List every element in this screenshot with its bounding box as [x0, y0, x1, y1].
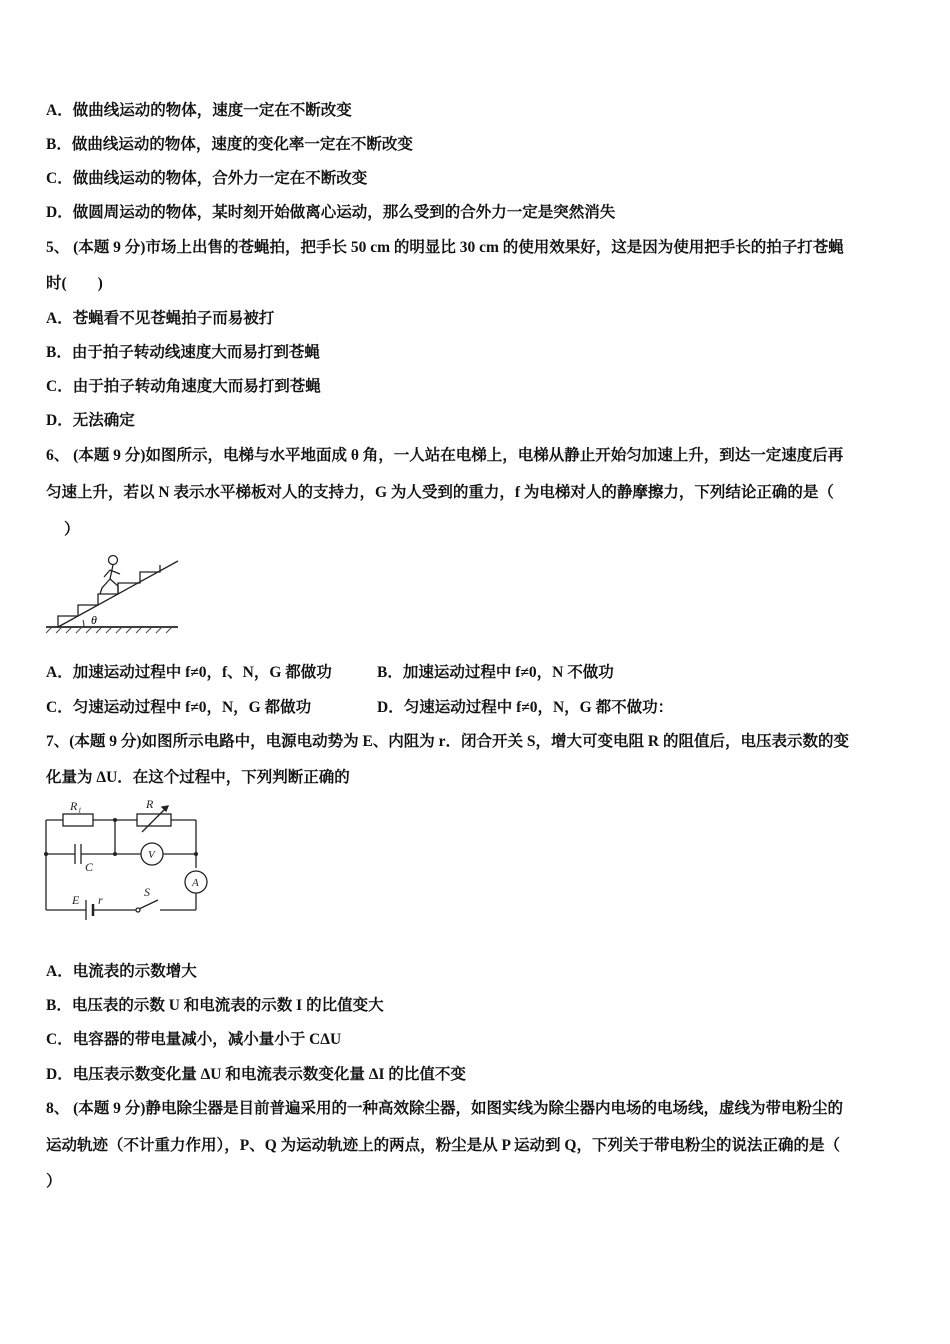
label-r1: R₁ [70, 799, 82, 813]
q7-option-c: C．电容器的带电量减小，减小量小于 CΔU [46, 1031, 342, 1048]
label-c: C [85, 860, 94, 874]
q4-option-d: D．做圆周运动的物体，某时刻开始做离心运动，那么受到的合外力一定是突然消失 [46, 204, 616, 221]
switch-s [139, 900, 158, 909]
q4-option-b: B．做曲线运动的物体，速度的变化率一定在不断改变 [46, 136, 413, 153]
label-r: R [146, 797, 154, 811]
escalator-figure [44, 550, 184, 635]
q5-option-b: B．由于拍子转动线速度大而易打到苍蝇 [46, 344, 320, 361]
q8-stem-line1: 8、 (本题 9 分)静电除尘器是目前普遍采用的一种高效除尘器，如图实线为除尘器内电场的电场线，虚线为带电粉尘的 [46, 1100, 843, 1117]
q7-option-d: D．电压表示数变化量 ΔU 和电流表示数变化量 ΔI 的比值不变 [46, 1066, 466, 1083]
q7-stem-line1: 7、(本题 9 分)如图所示电路中，电源电动势为 E、内阻为 r．闭合开关 S，增大可变电阻 R 的阻值后，电压表示数的变 [46, 733, 849, 750]
q7-option-b: B．电压表的示数 U 和电流表的示数 I 的比值变大 [46, 997, 384, 1014]
q5-option-a: A．苍蝇看不见苍蝇拍子而易被打 [46, 310, 275, 327]
q6-option-b: B．加速运动过程中 f≠0，N 不做功 [377, 664, 614, 681]
q8-stem-line2: 运动轨迹（不计重力作用），P、Q 为运动轨迹上的两点，粉尘是从 P 运动到 Q，下列关于带电粉尘的说法正确的是（ [46, 1137, 840, 1154]
label-e: E [72, 893, 80, 907]
q6-stem-line2: 匀速上升，若以 N 表示水平梯板对人的支持力，G 为人受到的重力，f 为电梯对人的静摩擦力，下列结论正确的是（ [46, 484, 834, 501]
q5-option-c: C．由于拍子转动角速度大而易打到苍蝇 [46, 378, 321, 395]
circuit-figure [40, 796, 212, 932]
q4-option-a: A．做曲线运动的物体，速度一定在不断改变 [46, 102, 352, 119]
angle-theta-label: θ [91, 613, 97, 627]
q7-stem-line2: 化量为 ΔU．在这个过程中，下列判断正确的 [46, 769, 350, 786]
q6-option-c: C．匀速运动过程中 f≠0，N，G 都做功 [46, 699, 312, 716]
q5-option-d: D．无法确定 [46, 412, 135, 429]
label-internal-r: r [98, 893, 103, 907]
label-s: S [144, 885, 150, 899]
q6-stem-line1: 6、 (本题 9 分)如图所示，电梯与水平地面成 θ 角，一人站在电梯上，电梯从静止开始匀加速上升，到达一定速度后再 [46, 447, 844, 464]
q6-option-a: A．加速运动过程中 f≠0，f、N，G 都做功 [46, 664, 332, 681]
label-a: A [192, 877, 199, 889]
q5-stem-line1: 5、 (本题 9 分)市场上出售的苍蝇拍，把手长 50 cm 的明显比 30 cm 的使用效果好，这是因为使用把手长的拍子打苍蝇 [46, 239, 844, 256]
q4-option-c: C．做曲线运动的物体，合外力一定在不断改变 [46, 170, 368, 187]
q6-stem-line3: ） [64, 521, 80, 538]
q5-stem-line2: 时( ) [46, 275, 103, 292]
q7-option-a: A．电流表的示数增大 [46, 963, 197, 980]
q6-option-d: D．匀速运动过程中 f≠0，N，G 都不做功： [377, 699, 674, 716]
q8-stem-line3: ） [46, 1173, 62, 1190]
label-v: V [148, 849, 155, 861]
resistor-r1 [63, 814, 93, 826]
